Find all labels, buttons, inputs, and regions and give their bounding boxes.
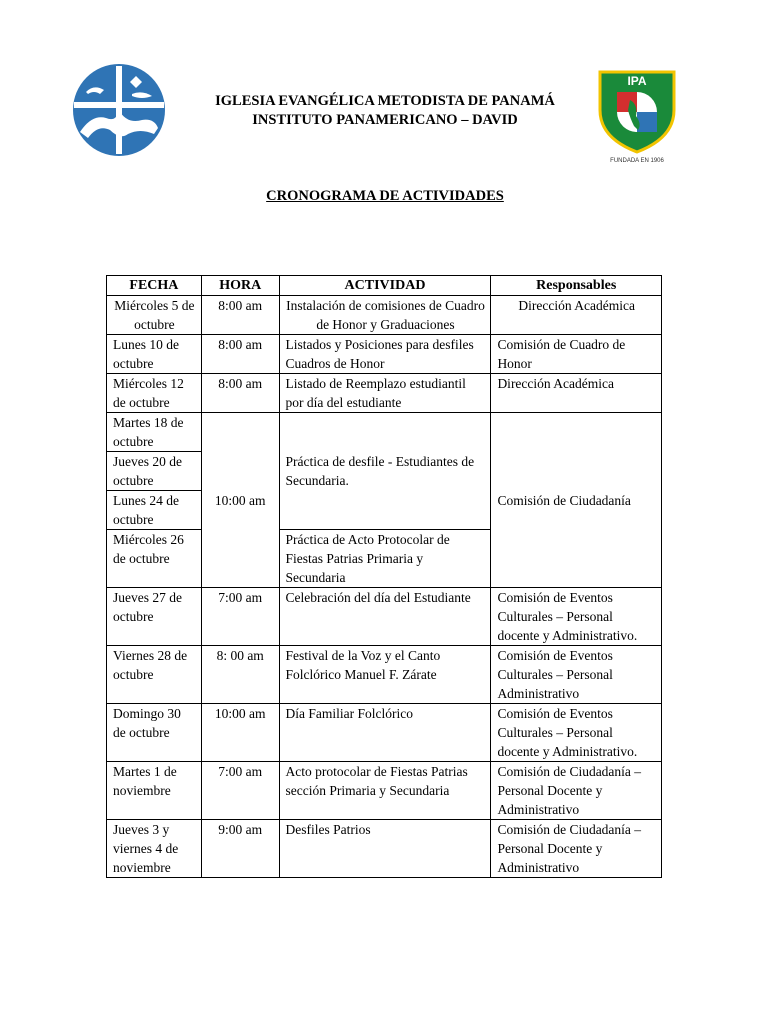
cell-activity: Día Familiar Folclórico [279,704,491,762]
cell-responsible: Comisión de Ciudadanía – Personal Docente y Administrativo [491,762,662,820]
cell-responsible: Comisión de Eventos Culturales – Personal Administrativo [491,646,662,704]
header-fecha: FECHA [107,276,202,296]
cell-activity: Desfiles Patrios [279,820,491,878]
cell-date: Miércoles 12 de octubre [107,374,202,413]
table-row [107,374,662,413]
cell-date: Martes 18 de octubre [107,413,202,452]
table-row [107,646,662,704]
schedule-table [106,275,662,878]
cell-time: 8: 00 am [201,646,279,704]
table-header-row [107,276,662,296]
document-title: CRONOGRAMA DE ACTIVIDADES [266,188,504,204]
cell-date: Jueves 20 de octubre [107,452,202,491]
cell-time: 7:00 am [201,588,279,646]
cell-date: Jueves 3 y viernes 4 de noviembre [107,820,202,878]
church-logo [70,62,168,158]
cell-responsible: Comisión de Eventos Culturales – Personal docente y Administrativo. [491,588,662,646]
cell-date: Lunes 10 de octubre [107,335,202,374]
cell-time: 9:00 am [201,820,279,878]
cell-time: 8:00 am [201,335,279,374]
cell-responsible: Dirección Académica [491,296,662,335]
cell-responsible: Comisión de Ciudadanía – Personal Docente y Administrativo [491,820,662,878]
cell-responsible: Dirección Académica [491,374,662,413]
cell-date: Miércoles 5 de octubre [107,296,202,335]
cell-date: Martes 1 de noviembre [107,762,202,820]
table-row [107,588,662,646]
ipa-letters: IPA [627,74,647,88]
cell-date: Jueves 27 de octubre [107,588,202,646]
cell-date: Domingo 30 de octubre [107,704,202,762]
cell-responsible: Comisión de Cuadro de Honor [491,335,662,374]
header-actividad: ACTIVIDAD [279,276,491,296]
table-row [107,704,662,762]
cell-activity: Celebración del día del Estudiante [279,588,491,646]
cell-time: 8:00 am [201,296,279,335]
cell-activity: Listados y Posiciones para desfiles Cuadros de Honor [279,335,491,374]
table-row [107,335,662,374]
cell-activity: Listado de Reemplazo estudiantil por día del estudiante [279,374,491,413]
table-row [107,820,662,878]
institute-name: INSTITUTO PANAMERICANO – DAVID [252,112,518,128]
church-name: IGLESIA EVANGÉLICA METODISTA DE PANAMÁ [215,93,555,109]
header-hora: HORA [201,276,279,296]
founded-text: FUNDADA EN 1906 [610,158,664,164]
cell-date: Miércoles 26 de octubre [107,530,202,588]
cell-responsible-merged: Comisión de Ciudadanía [491,413,662,588]
cell-time: 10:00 am [201,704,279,762]
table-row [107,296,662,335]
cell-responsible: Comisión de Eventos Culturales – Personal docente y Administrativo. [491,704,662,762]
table-row [107,413,662,452]
cell-time-merged: 10:00 am [201,413,279,588]
cell-date: Viernes 28 de octubre [107,646,202,704]
ipa-shield-logo [594,64,680,164]
cell-date: Lunes 24 de octubre [107,491,202,530]
cell-time: 8:00 am [201,374,279,413]
cell-time: 7:00 am [201,762,279,820]
cell-activity: Acto protocolar de Fiestas Patrias sección Primaria y Secundaria [279,762,491,820]
header-responsables: Responsables [491,276,662,296]
table-row [107,762,662,820]
cell-activity: Festival de la Voz y el Canto Folclórico Manuel F. Zárate [279,646,491,704]
cell-activity-merged: Práctica de desfile - Estudiantes de Secundaria. [279,413,491,530]
institution-header [170,92,600,130]
cell-activity: Instalación de comisiones de Cuadro de Honor y Graduaciones [279,296,491,335]
cell-activity: Práctica de Acto Protocolar de Fiestas Patrias Primaria y Secundaria [279,530,491,588]
